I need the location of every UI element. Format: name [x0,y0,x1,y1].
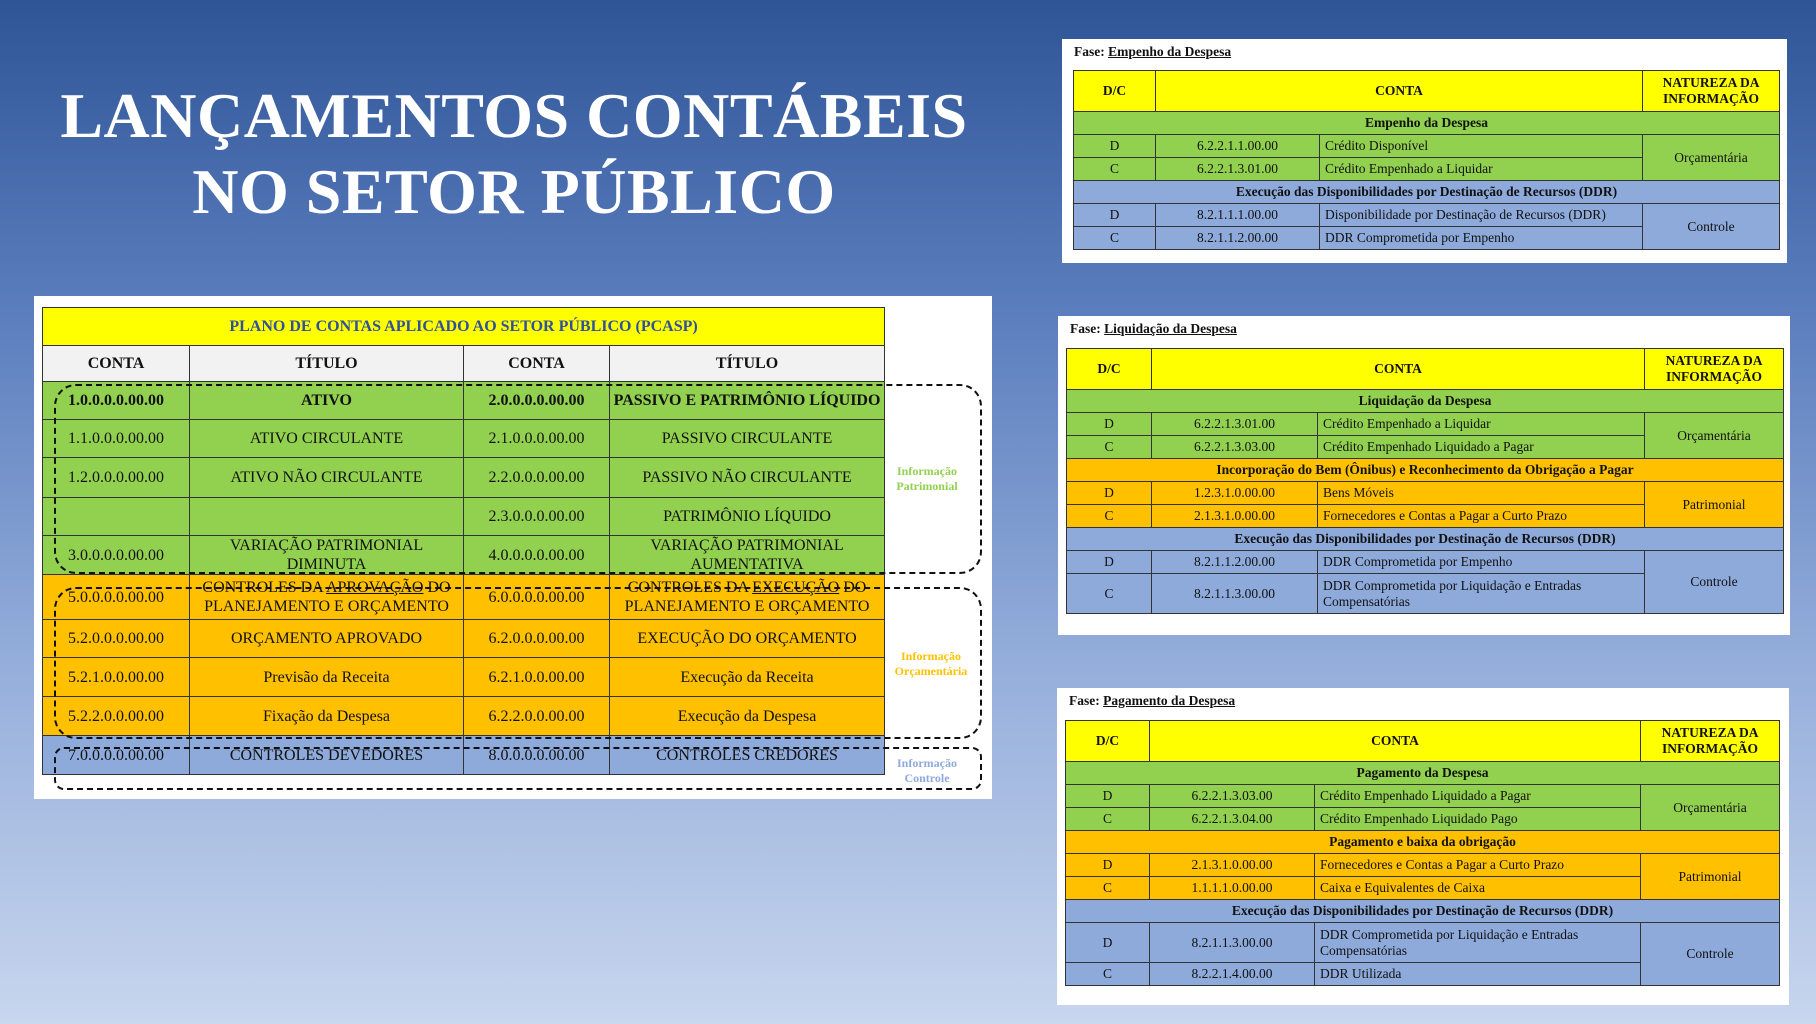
account-code: 2.3.0.0.0.00.00 [464,498,610,536]
journal-entry-table [1073,70,1780,250]
account-code: 8.2.2.1.4.00.00 [1150,963,1315,986]
section-title: Pagamento da Despesa [1066,762,1780,785]
account-code: 6.2.2.1.3.01.00 [1152,413,1318,436]
header-dc: D/C [1067,349,1152,390]
title-cell: PASSIVO CIRCULANTE [610,420,885,458]
title-line-1: LANÇAMENTOS CONTÁBEIS [60,80,968,151]
phase-liquidacao-panel [1058,316,1790,635]
title-text: CONTROLES DA [627,579,753,596]
label-informacao-orcamentaria: Informação Orçamentária [894,649,968,678]
entry-row [1066,854,1780,877]
account-name: Crédito Empenhado a Liquidar [1318,413,1645,436]
account-code: 4.0.0.0.0.00.00 [464,536,610,575]
phase-empenho-panel [1062,39,1787,263]
dc-cell: C [1074,227,1156,250]
account-name: Crédito Empenhado a Liquidar [1320,158,1643,181]
header-natureza: NATUREZA DA INFORMAÇÃO [1645,349,1784,390]
title-cell: ATIVO CIRCULANTE [190,420,464,458]
account-code: 5.2.1.0.0.00.00 [43,658,190,697]
title-text: CONTROLES DA [202,579,326,596]
account-name: Fornecedores e Contas a Pagar a Curto Prazo [1315,854,1641,877]
title-text: DO PLANEJAMENTO E ORÇAMENTO [624,579,870,615]
title-text: DO PLANEJAMENTO E ORÇAMENTO [204,579,451,615]
account-name: DDR Comprometida por Empenho [1318,551,1645,574]
title-cell: ATIVO [190,382,464,420]
section-title: Execução das Disponibilidades por Destinação de Recursos (DDR) [1067,528,1784,551]
account-name: Caixa e Equivalentes de Caixa [1315,877,1641,900]
section-title: Execução das Disponibilidades por Destinação de Recursos (DDR) [1066,900,1780,923]
account-code: 6.2.1.0.0.00.00 [464,658,610,697]
journal-entry-table [1065,720,1780,986]
dc-cell: D [1067,482,1152,505]
title-line-2: NO SETOR PÚBLICO [192,156,836,227]
account-code: 6.2.2.1.3.01.00 [1156,158,1320,181]
header-conta: CONTA [1156,71,1643,112]
entry-row [1067,482,1784,505]
title-cell: ORÇAMENTO APROVADO [190,620,464,658]
account-name: Crédito Empenhado Liquidado a Pagar [1318,436,1645,459]
account-code: 8.2.1.1.3.00.00 [1150,923,1315,963]
entry-row [1067,551,1784,574]
account-name: Fornecedores e Contas a Pagar a Curto Prazo [1318,505,1645,528]
account-name: Crédito Disponível [1320,135,1643,158]
header-natureza: NATUREZA DA INFORMAÇÃO [1641,721,1780,762]
header-dc: D/C [1066,721,1150,762]
account-name: DDR Comprometida por Empenho [1320,227,1643,250]
account-code: 1.1.0.0.0.00.00 [43,420,190,458]
journal-entry-table [1066,348,1784,614]
account-name: DDR Comprometida por Liquidação e Entradas Compensatórias [1318,574,1645,614]
phase-label [1069,693,1235,709]
dc-cell: C [1067,574,1152,614]
account-code: 5.2.0.0.0.00.00 [43,620,190,658]
dc-cell: D [1067,413,1152,436]
account-code: 2.1.3.1.0.00.00 [1152,505,1318,528]
dc-cell: D [1074,135,1156,158]
account-code: 1.1.1.1.0.00.00 [1150,877,1315,900]
pcasp-panel [34,296,992,799]
section-title: Pagamento e baixa da obrigação [1066,831,1780,854]
dc-cell: C [1066,877,1150,900]
title-cell: VARIAÇÃO PATRIMONIAL AUMENTATIVA [610,536,885,575]
account-name: DDR Utilizada [1315,963,1641,986]
label-informacao-controle: Informação Controle [897,756,957,785]
account-code: 8.2.1.1.2.00.00 [1156,227,1320,250]
account-code: 5.2.2.0.0.00.00 [43,697,190,736]
account-code: 1.2.0.0.0.00.00 [43,458,190,498]
account-code: 3.0.0.0.0.00.00 [43,536,190,575]
natureza-cell: Patrimonial [1641,854,1780,900]
section-title: Execução das Disponibilidades por Destinação de Recursos (DDR) [1074,181,1780,204]
entry-row [1074,204,1780,227]
account-code: 8.2.1.1.2.00.00 [1152,551,1318,574]
patrimonial-dashed-outline [54,384,982,574]
fase-name: Pagamento da Despesa [1103,693,1236,708]
pcasp-heading: PLANO DE CONTAS APLICADO AO SETOR PÚBLICO (PCASP) [43,308,885,346]
title-cell: Fixação da Despesa [190,697,464,736]
title-underlined: APROVAÇÃO [325,579,424,596]
slide-title [40,78,988,230]
account-name: DDR Comprometida por Liquidação e Entradas Compensatórias [1315,923,1641,963]
account-code: 2.1.3.1.0.00.00 [1150,854,1315,877]
entry-row [1066,923,1780,963]
column-header: TÍTULO [190,346,464,382]
account-code: 5.0.0.0.0.00.00 [43,575,190,620]
account-code: 6.2.2.0.0.00.00 [464,697,610,736]
account-code: 6.2.0.0.0.00.00 [464,620,610,658]
header-dc: D/C [1074,71,1156,112]
entry-row [1067,413,1784,436]
title-cell: Execução da Receita [610,658,885,697]
title-cell: CONTROLES CREDORES [610,736,885,775]
natureza-cell: Controle [1645,551,1784,614]
account-code: 6.2.2.1.3.04.00 [1150,808,1315,831]
title-cell: PASSIVO NÃO CIRCULANTE [610,458,885,498]
title-cell: Previsão da Receita [190,658,464,697]
title-cell: VARIAÇÃO PATRIMONIAL DIMINUTA [190,536,464,575]
phase-pagamento-panel [1057,688,1789,1005]
account-code: 2.2.0.0.0.00.00 [464,458,610,498]
header-conta: CONTA [1150,721,1641,762]
orcamentaria-dashed-outline [54,587,982,739]
natureza-cell: Controle [1641,923,1780,986]
account-code: 8.0.0.0.0.00.00 [464,736,610,775]
natureza-cell: Orçamentária [1641,785,1780,831]
account-code: 8.2.1.1.3.00.00 [1152,574,1318,614]
header-natureza: NATUREZA DA INFORMAÇÃO [1643,71,1780,112]
fase-name: Liquidação da Despesa [1104,321,1237,336]
dc-cell: D [1074,204,1156,227]
account-code: 7.0.0.0.0.00.00 [43,736,190,775]
account-code: 1.2.3.1.0.00.00 [1152,482,1318,505]
section-title: Liquidação da Despesa [1067,390,1784,413]
account-code: 6.0.0.0.0.00.00 [464,575,610,620]
entry-row [1074,135,1780,158]
account-name: Disponibilidade por Destinação de Recursos (DDR) [1320,204,1643,227]
title-cell: CONTROLES DEVEDORES [190,736,464,775]
account-name: Bens Móveis [1318,482,1645,505]
title-cell: Execução da Despesa [610,697,885,736]
section-title: Empenho da Despesa [1074,112,1780,135]
account-code: 8.2.1.1.1.00.00 [1156,204,1320,227]
title-cell: PASSIVO E PATRIMÔNIO LÍQUIDO [610,382,885,420]
dc-cell: D [1066,854,1150,877]
fase-prefix: Fase: [1074,44,1105,59]
label-informacao-patrimonial: Informação Patrimonial [896,464,958,493]
account-code: 6.2.2.1.3.03.00 [1150,785,1315,808]
phase-label [1070,321,1237,337]
natureza-cell: Orçamentária [1645,413,1784,459]
account-code: 1.0.0.0.0.00.00 [43,382,190,420]
dc-cell: C [1067,436,1152,459]
phase-label [1074,44,1231,60]
dc-cell: C [1067,505,1152,528]
account-name: Crédito Empenhado Liquidado a Pagar [1315,785,1641,808]
title-cell: EXECUÇÃO DO ORÇAMENTO [610,620,885,658]
dc-cell: D [1067,551,1152,574]
fase-name: Empenho da Despesa [1108,44,1232,59]
natureza-cell: Patrimonial [1645,482,1784,528]
title-cell: ATIVO NÃO CIRCULANTE [190,458,464,498]
column-header: TÍTULO [610,346,885,382]
account-code: 6.2.2.1.3.03.00 [1152,436,1318,459]
controle-dashed-outline [54,747,982,790]
account-name: Crédito Empenhado Liquidado Pago [1315,808,1641,831]
title-cell: PATRIMÔNIO LÍQUIDO [610,498,885,536]
title-underlined: EXECUÇÃO [752,579,840,596]
dc-cell: D [1066,923,1150,963]
entry-row [1066,785,1780,808]
natureza-cell: Controle [1643,204,1780,250]
account-code: 6.2.2.1.1.00.00 [1156,135,1320,158]
column-header: CONTA [464,346,610,382]
fase-prefix: Fase: [1070,321,1101,336]
account-code: 2.0.0.0.0.00.00 [464,382,610,420]
fase-prefix: Fase: [1069,693,1100,708]
dc-cell: C [1066,963,1150,986]
dc-cell: C [1066,808,1150,831]
column-header: CONTA [43,346,190,382]
dc-cell: C [1074,158,1156,181]
natureza-cell: Orçamentária [1643,135,1780,181]
section-title: Incorporação do Bem (Ônibus) e Reconhecimento da Obrigação a Pagar [1067,459,1784,482]
dc-cell: D [1066,785,1150,808]
header-conta: CONTA [1152,349,1645,390]
account-code: 2.1.0.0.0.00.00 [464,420,610,458]
